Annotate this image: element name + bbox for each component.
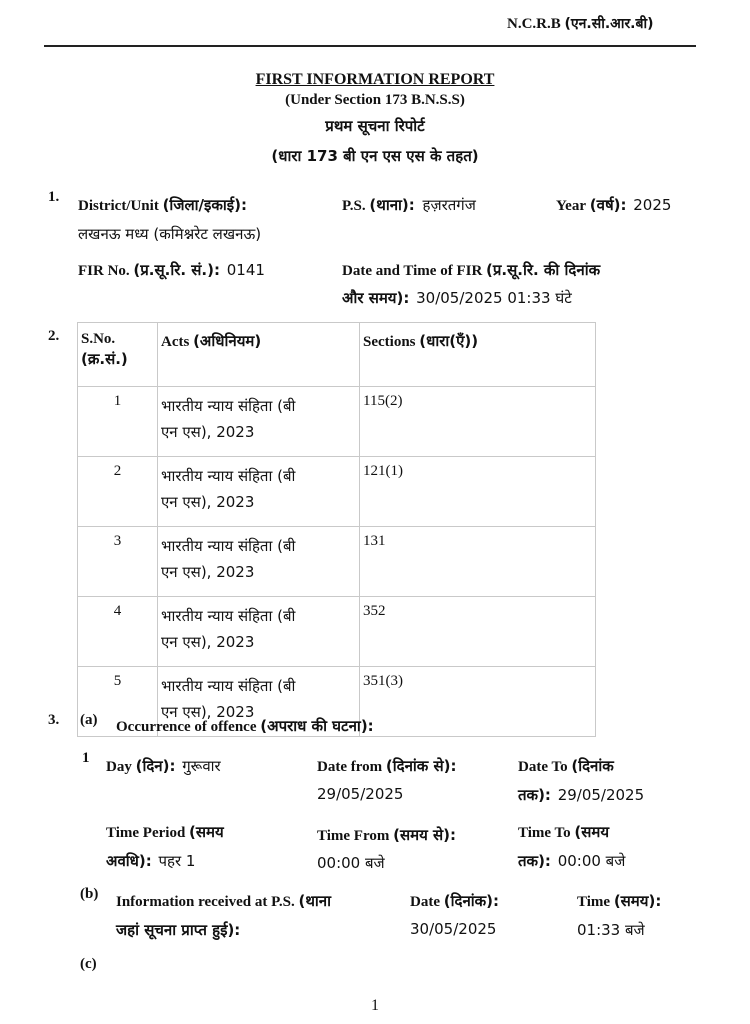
title-en: FIRST INFORMATION REPORT [255,71,495,88]
col-sections-header: Sections (धारा(एँ)) [360,323,596,387]
info-time-label: Time (समय): [577,892,662,910]
date-to-value: 29/05/2025 [557,786,645,804]
day-value: गुरूवार [182,757,221,775]
table-row [78,527,596,597]
subsection-b-label: (b) [80,886,99,902]
row-section: 352 [360,597,596,667]
title-hi: प्रथम सूचना रिपोर्ट [325,117,425,135]
fir-number-value: 0141 [226,261,265,279]
date-from-value: 29/05/2025 [317,785,404,803]
time-from-value: 00:00 बजे [317,854,385,872]
row-sno: 1 [78,387,158,457]
row-sno: 3 [78,527,158,597]
time-period-label: Time Period (समय [106,823,224,841]
time-to-label: Time To (समय [518,823,610,841]
year-value: 2025 [633,196,672,214]
time-period-value: पहर 1 [158,852,196,870]
fir-datetime-label: Date and Time of FIR (प्र.सू.रि. की दिनांक [342,261,601,279]
row-act: भारतीय न्याय संहिता (बी एन एस), 2023 [158,667,360,737]
ncrb-en: N.C.R.B [507,16,561,32]
subsection-c-label: (c) [80,956,97,972]
header-rule [44,45,696,47]
ncrb-hi: (एन.सी.आर.बी) [564,16,654,32]
ncrb-header [507,14,654,33]
fir-datetime-value: 30/05/2025 01:33 घंटे [416,289,572,307]
info-time-value: 01:33 बजे [577,921,645,939]
row-act: भारतीय न्याय संहिता (बी एन एस), 2023 [158,527,360,597]
table-row [78,387,596,457]
section-2-number: 2. [48,328,60,344]
date-to: तक): 29/05/2025 [518,786,645,804]
occurrence-item-number: 1 [82,750,90,766]
page-number: 1 [371,997,379,1014]
info-date-label: Date (दिनांक): [410,892,500,910]
acts-table [77,322,596,737]
info-received-label-hi: जहां सूचना प्राप्त हुई): [116,921,241,939]
day: Day (दिन): गुरूवार [106,757,221,775]
section-3-number: 3. [48,712,60,728]
title-en-sub: (Under Section 173 B.N.S.S) [285,92,465,108]
row-act: भारतीय न्याय संहिता (बी एन एस), 2023 [158,387,360,457]
date-from-label: Date from (दिनांक से): [317,757,457,775]
info-received-label: Information received at P.S. (थाना [116,892,332,910]
row-sno: 2 [78,457,158,527]
police-station: P.S. (थाना): हज़रतगंज [342,196,476,214]
occurrence-heading: Occurrence of offence (अपराध की घटना): [116,717,374,735]
year: Year (वर्ष): 2025 [556,196,672,214]
row-section: 115(2) [360,387,596,457]
info-date-value: 30/05/2025 [410,920,497,938]
acts-table-header [78,323,596,387]
row-section: 351(3) [360,667,596,737]
time-from-label: Time From (समय से): [317,826,456,844]
col-sno-header: S.No. (क्र.सं.) [78,323,158,387]
time-to: तक): 00:00 बजे [518,852,626,870]
police-station-value: हज़रतगंज [422,196,476,214]
row-section: 121(1) [360,457,596,527]
table-row [78,597,596,667]
district-value: लखनऊ मध्य (कमिश्नरेट लखनऊ) [78,225,262,243]
table-row [78,457,596,527]
col-acts-header: Acts (अधिनियम) [158,323,360,387]
subsection-a-label: (a) [80,712,98,728]
row-sno: 5 [78,667,158,737]
row-section: 131 [360,527,596,597]
title-hi-sub: (धारा 173 बी एन एस एस के तहत) [271,147,479,165]
date-to-label: Date To (दिनांक [518,757,614,775]
row-sno: 4 [78,597,158,667]
row-act: भारतीय न्याय संहिता (बी एन एस), 2023 [158,597,360,667]
fir-number: FIR No. (प्र.सू.रि. सं.): 0141 [78,261,265,279]
fir-datetime: और समय): 30/05/2025 01:33 घंटे [342,289,572,307]
section-1-number: 1. [48,189,60,205]
time-to-value: 00:00 बजे [557,852,626,870]
time-period: अवधि): पहर 1 [106,852,196,870]
row-act: भारतीय न्याय संहिता (बी एन एस), 2023 [158,457,360,527]
district-label: District/Unit (जिला/इकाई): [78,196,247,214]
